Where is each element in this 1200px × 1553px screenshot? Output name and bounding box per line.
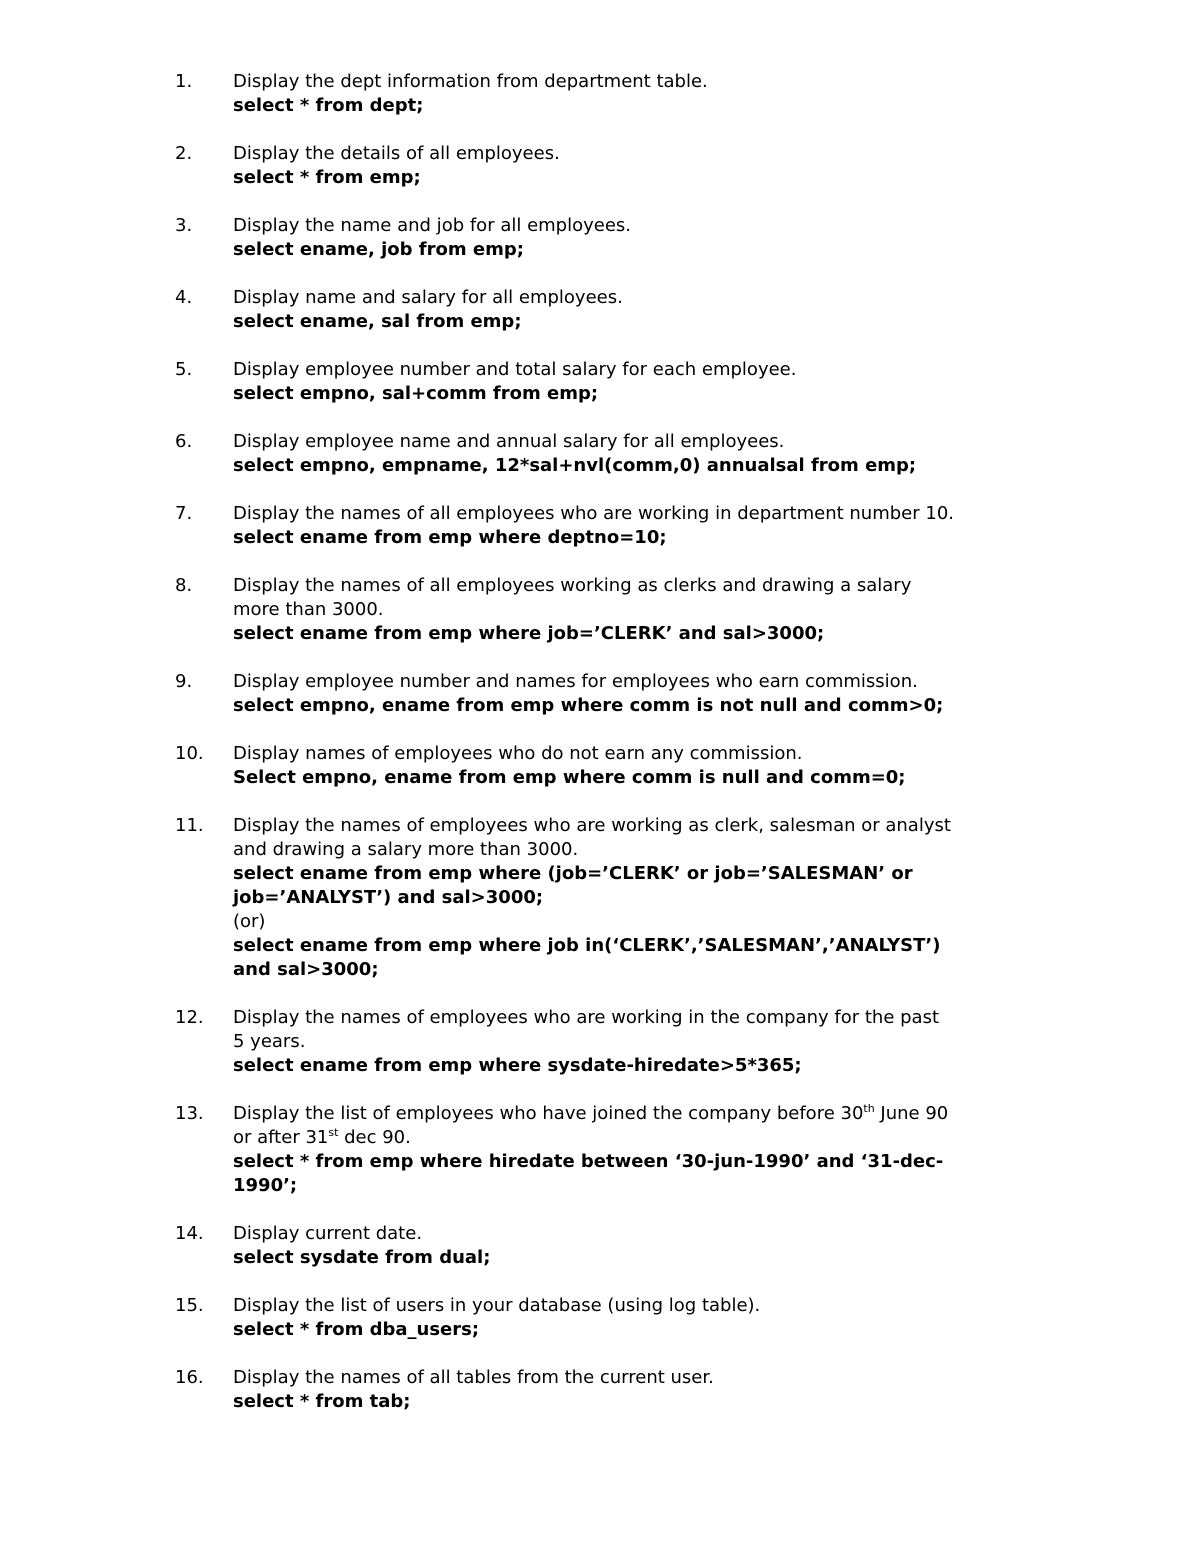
question-text: Display the names of employees who are working in the company for the past — [233, 1007, 940, 1028]
question-text — [233, 1126, 1033, 1150]
list-item — [0, 574, 1200, 646]
item-content — [233, 358, 1033, 406]
question-text: Display the names of all tables from the current user. — [233, 1367, 714, 1388]
item-content — [233, 814, 1033, 982]
item-content — [233, 502, 1033, 550]
question-text: Display the details of all employees. — [233, 143, 560, 164]
question-text: Display names of employees who do not earn any commission. — [233, 743, 803, 764]
question-fragment: dec 90. — [338, 1127, 411, 1148]
item-content — [233, 142, 1033, 190]
item-number: 10. — [175, 743, 204, 764]
item-number: 6. — [175, 431, 193, 452]
list-item — [0, 142, 1200, 190]
list-item — [0, 214, 1200, 262]
answer-query: select ename from emp where (job=’CLERK’ or job=’SALESMAN’ or — [233, 863, 913, 884]
answer-query: select ename from emp where deptno=10; — [233, 527, 667, 548]
question-text: Display the name and job for all employees. — [233, 215, 632, 236]
alternate-answer-query: and sal>3000; — [233, 959, 379, 980]
question-text: 5 years. — [233, 1031, 306, 1052]
item-content — [233, 286, 1033, 334]
question-text: Display employee name and annual salary for all employees. — [233, 431, 785, 452]
question-fragment: or after 31 — [233, 1127, 329, 1148]
question-text: Display the names of all employees working as clerks and drawing a salary — [233, 575, 912, 596]
answer-query: select * from dba_users; — [233, 1319, 480, 1340]
answer-query: select * from dept; — [233, 95, 424, 116]
list-item — [0, 1366, 1200, 1414]
answer-query: Select empno, ename from emp where comm is null and comm=0; — [233, 767, 906, 788]
answer-query: select empno, sal+comm from emp; — [233, 383, 599, 404]
list-item — [0, 1222, 1200, 1270]
question-text: Display the dept information from department table. — [233, 71, 708, 92]
answer-query: select ename, job from emp; — [233, 239, 524, 260]
item-number: 16. — [175, 1367, 204, 1388]
item-content — [233, 430, 1033, 478]
item-number: 14. — [175, 1223, 204, 1244]
question-text — [233, 1102, 1033, 1126]
item-content — [233, 1294, 1033, 1342]
question-text: Display name and salary for all employees. — [233, 287, 623, 308]
list-item — [0, 358, 1200, 406]
item-content — [233, 742, 1033, 790]
item-content — [233, 574, 1033, 646]
item-number: 11. — [175, 815, 204, 836]
alternate-answer-query: select ename from emp where job in(‘CLERK’,’SALESMAN’,’ANALYST’) — [233, 935, 941, 956]
question-text: more than 3000. — [233, 599, 384, 620]
item-content — [233, 1102, 1033, 1198]
question-fragment: Display the list of employees who have joined the company before 30 — [233, 1103, 864, 1124]
answer-query: job=’ANALYST’) and sal>3000; — [233, 887, 544, 908]
answer-query: 1990’; — [233, 1175, 298, 1196]
item-number: 2. — [175, 143, 193, 164]
ordinal-suffix: th — [863, 1102, 875, 1115]
answer-query: select * from emp where hiredate between ‘30-jun-1990’ and ‘31-dec- — [233, 1151, 944, 1172]
item-content — [233, 214, 1033, 262]
item-number: 1. — [175, 71, 193, 92]
item-content — [233, 670, 1033, 718]
question-text: Display the list of users in your database (using log table). — [233, 1295, 761, 1316]
item-number: 13. — [175, 1103, 204, 1124]
sql-exercise-list — [0, 70, 1200, 1438]
list-item — [0, 670, 1200, 718]
or-separator: (or) — [233, 911, 266, 932]
answer-query: select * from tab; — [233, 1391, 411, 1412]
question-text: Display the names of employees who are working as clerk, salesman or analyst — [233, 815, 951, 836]
list-item — [0, 1102, 1200, 1198]
answer-query: select * from emp; — [233, 167, 421, 188]
item-number: 8. — [175, 575, 193, 596]
question-text: and drawing a salary more than 3000. — [233, 839, 579, 860]
answer-query: select empno, ename from emp where comm is not null and comm>0; — [233, 695, 944, 716]
item-content — [233, 70, 1033, 118]
list-item — [0, 430, 1200, 478]
answer-query: select ename from emp where job=’CLERK’ and sal>3000; — [233, 623, 825, 644]
list-item — [0, 70, 1200, 118]
item-number: 12. — [175, 1007, 204, 1028]
item-number: 9. — [175, 671, 193, 692]
list-item — [0, 742, 1200, 790]
question-fragment: June 90 — [874, 1103, 949, 1124]
ordinal-suffix: st — [328, 1126, 339, 1139]
list-item — [0, 502, 1200, 550]
item-content — [233, 1222, 1033, 1270]
item-number: 5. — [175, 359, 193, 380]
list-item — [0, 814, 1200, 982]
question-text: Display the names of all employees who are working in department number 10. — [233, 503, 955, 524]
item-number: 7. — [175, 503, 193, 524]
list-item — [0, 1006, 1200, 1078]
answer-query: select ename, sal from emp; — [233, 311, 522, 332]
answer-query: select empno, empname, 12*sal+nvl(comm,0) annualsal from emp; — [233, 455, 917, 476]
answer-query: select sysdate from dual; — [233, 1247, 491, 1268]
question-text: Display current date. — [233, 1223, 423, 1244]
list-item — [0, 1294, 1200, 1342]
question-text: Display employee number and total salary for each employee. — [233, 359, 797, 380]
list-item — [0, 286, 1200, 334]
item-content — [233, 1366, 1033, 1414]
answer-query: select ename from emp where sysdate-hiredate>5*365; — [233, 1055, 802, 1076]
item-content — [233, 1006, 1033, 1078]
question-text: Display employee number and names for employees who earn commission. — [233, 671, 918, 692]
item-number: 3. — [175, 215, 193, 236]
item-number: 15. — [175, 1295, 204, 1316]
item-number: 4. — [175, 287, 193, 308]
